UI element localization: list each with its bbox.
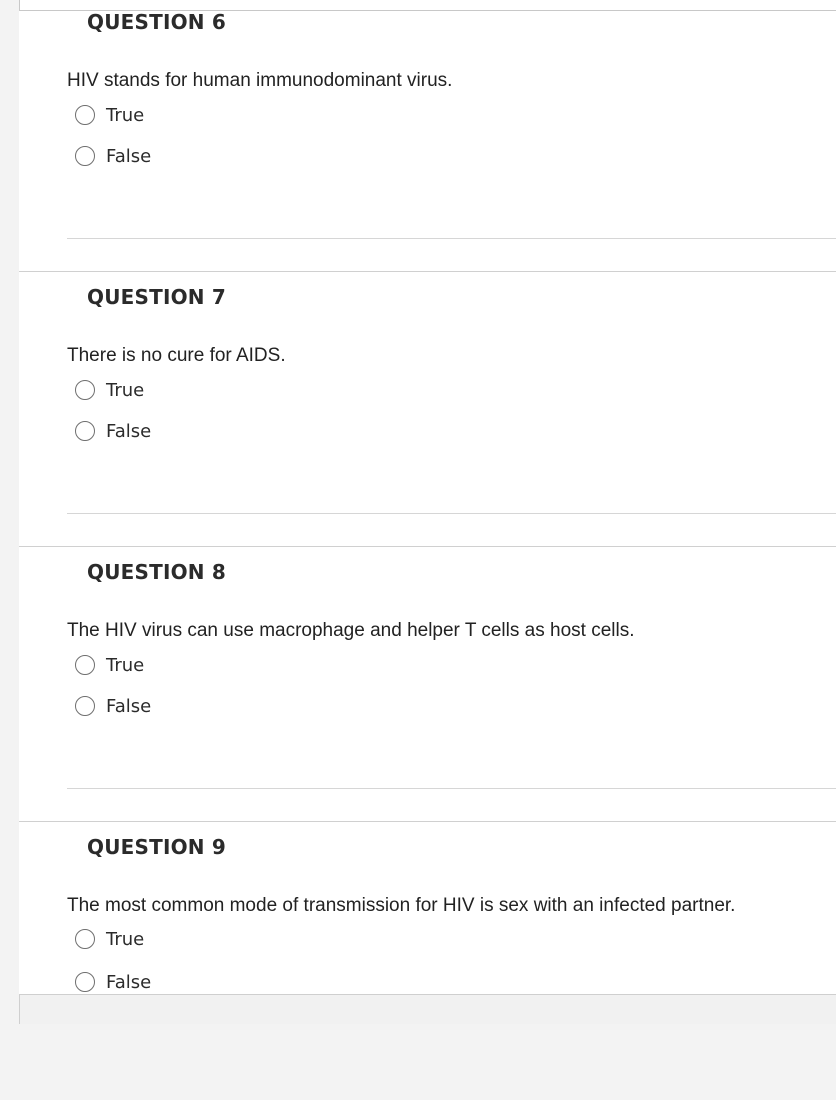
answer-divider (67, 788, 836, 789)
radio-button[interactable] (75, 105, 95, 125)
answer-divider (67, 238, 836, 239)
question-6 (19, 0, 836, 275)
option-label: False (106, 420, 152, 442)
bottom-action-bar (19, 994, 836, 1024)
option-label: False (106, 695, 152, 717)
question-divider (19, 546, 836, 547)
option-label: True (106, 104, 145, 126)
option-label: False (106, 145, 152, 167)
radio-button[interactable] (75, 929, 95, 949)
option-true[interactable] (75, 378, 144, 402)
option-false[interactable] (75, 694, 151, 718)
question-title: QUESTION 8 (87, 560, 227, 584)
answer-divider (67, 513, 836, 514)
radio-button[interactable] (75, 380, 95, 400)
question-divider (19, 271, 836, 272)
question-text: The HIV virus can use macrophage and helper T cells as host cells. (67, 620, 635, 641)
radio-button[interactable] (75, 146, 95, 166)
question-9 (19, 825, 836, 1100)
option-true[interactable] (75, 927, 144, 951)
option-false[interactable] (75, 970, 151, 994)
radio-button[interactable] (75, 696, 95, 716)
option-label: True (106, 379, 145, 401)
question-divider (19, 821, 836, 822)
radio-button[interactable] (75, 655, 95, 675)
option-true[interactable] (75, 103, 144, 127)
radio-button[interactable] (75, 972, 95, 992)
option-false[interactable] (75, 144, 151, 168)
question-title: QUESTION 7 (87, 285, 227, 309)
question-title: QUESTION 9 (87, 835, 227, 859)
question-7 (19, 275, 836, 550)
radio-button[interactable] (75, 421, 95, 441)
option-label: True (106, 654, 145, 676)
option-true[interactable] (75, 653, 144, 677)
option-label: True (106, 928, 145, 950)
question-8 (19, 550, 836, 825)
question-text: HIV stands for human immunodominant virus. (67, 70, 453, 91)
question-title: QUESTION 6 (87, 10, 227, 34)
question-text: There is no cure for AIDS. (67, 345, 286, 366)
option-false[interactable] (75, 419, 151, 443)
quiz-content (19, 0, 836, 1024)
question-text: The most common mode of transmission for HIV is sex with an infected partner. (67, 895, 736, 916)
option-label: False (106, 971, 152, 993)
